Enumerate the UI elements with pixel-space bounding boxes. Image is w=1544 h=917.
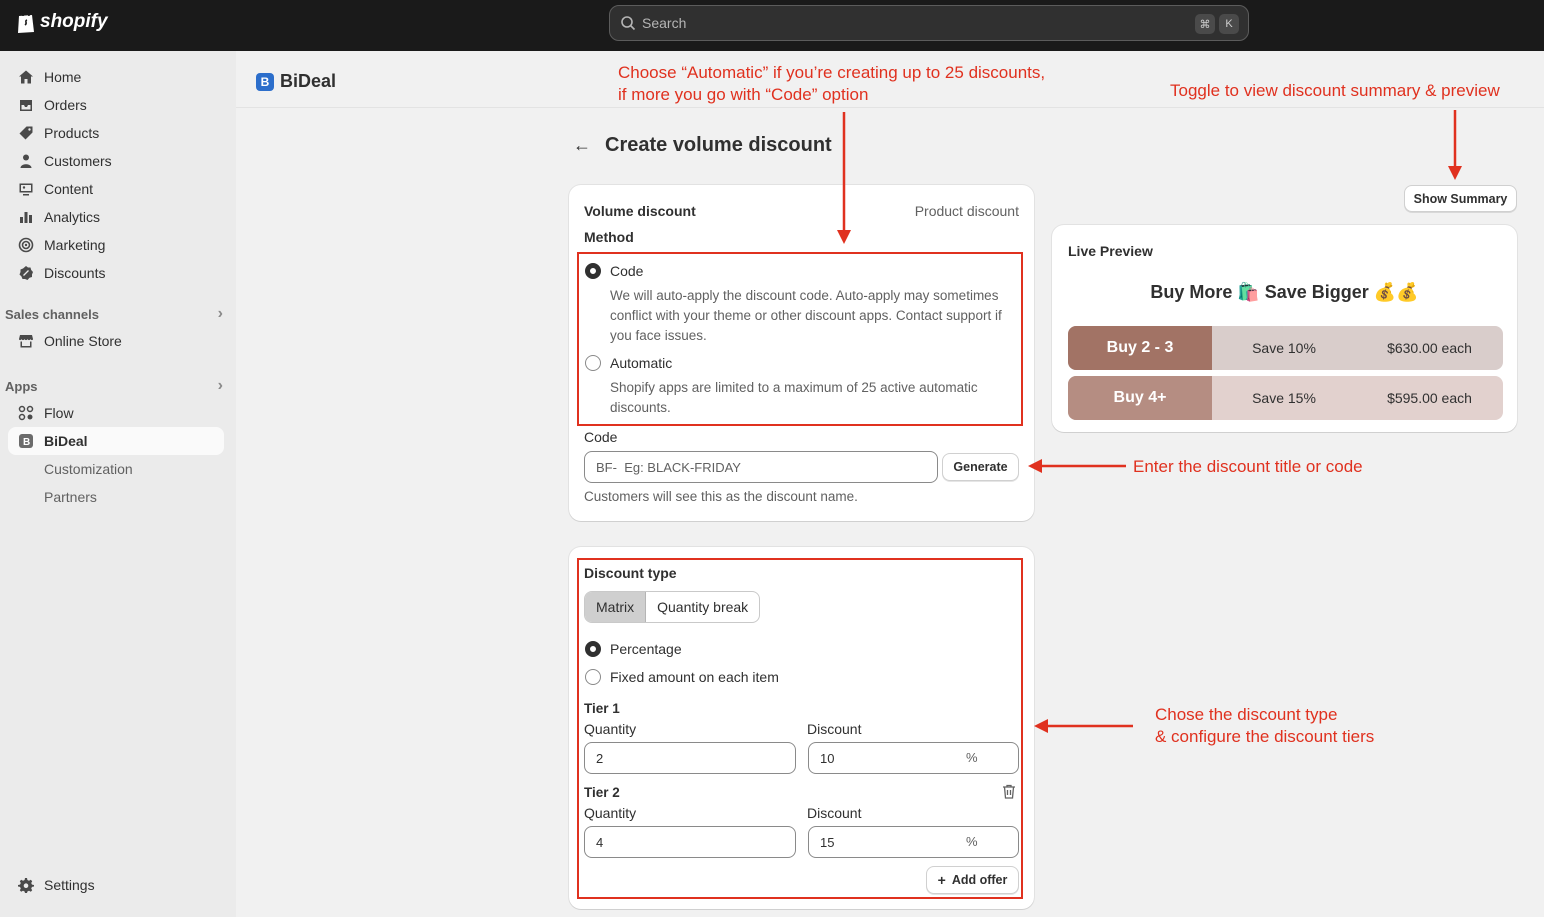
percentage-label[interactable]: Percentage bbox=[610, 641, 682, 657]
preview-headline: Buy More 🛍️ Save Bigger 💰💰 bbox=[1150, 282, 1419, 302]
orders-icon bbox=[18, 97, 34, 113]
sidebar-item-label: Flow bbox=[44, 405, 74, 421]
sidebar-item-label: Products bbox=[44, 125, 100, 141]
annotation-toggle: Toggle to view discount summary & preview bbox=[1170, 81, 1500, 100]
code-input[interactable] bbox=[584, 451, 938, 483]
sidebar-item-label: Customers bbox=[44, 153, 112, 169]
tier-1-label: Tier 1 bbox=[584, 701, 620, 716]
svg-text:B: B bbox=[23, 437, 31, 448]
home-icon bbox=[18, 69, 34, 85]
sidebar-item-marketing[interactable] bbox=[8, 231, 224, 259]
sales-channels-section[interactable] bbox=[5, 305, 223, 323]
sidebar-item-label: Marketing bbox=[44, 237, 106, 253]
target-icon bbox=[18, 237, 34, 253]
sidebar bbox=[0, 51, 236, 917]
discount-type-title: Discount type bbox=[584, 565, 677, 581]
shopify-bag-icon bbox=[16, 10, 36, 34]
page-title bbox=[573, 134, 832, 157]
shortcut-key-cmd: ⌘ bbox=[1195, 14, 1215, 34]
shopify-logo[interactable] bbox=[16, 10, 108, 34]
top-bar bbox=[0, 0, 1544, 51]
search-placeholder: Search bbox=[642, 15, 687, 31]
sidebar-item-orders[interactable] bbox=[8, 91, 224, 119]
sidebar-item-discounts[interactable] bbox=[8, 259, 224, 287]
discount-icon bbox=[18, 265, 34, 281]
flow-icon bbox=[18, 405, 34, 421]
sidebar-item-analytics[interactable] bbox=[8, 203, 224, 231]
tier-2-label: Tier 2 bbox=[584, 785, 620, 800]
annotation-type-line1: Chose the discount type bbox=[1155, 705, 1338, 724]
back-arrow-icon[interactable]: ← bbox=[573, 135, 591, 155]
card-subtitle: Product discount bbox=[914, 203, 1019, 219]
method-label: Method bbox=[584, 229, 634, 245]
preview-tier-row[interactable] bbox=[1068, 326, 1503, 370]
method-highlight-box bbox=[577, 252, 1023, 426]
annotation-type-line2: & configure the discount tiers bbox=[1155, 727, 1375, 746]
sidebar-item-settings[interactable] bbox=[8, 871, 224, 899]
store-icon bbox=[18, 333, 34, 349]
sidebar-item-products[interactable] bbox=[8, 119, 224, 147]
shortcut-key-k: K bbox=[1219, 14, 1239, 34]
tag-icon bbox=[18, 125, 34, 141]
tier-2-quantity-label: Quantity bbox=[584, 805, 637, 821]
sidebar-item-flow[interactable] bbox=[8, 399, 224, 427]
bideal-app-icon bbox=[18, 433, 34, 449]
preview-tier-price: $595.00 each bbox=[1387, 390, 1472, 406]
card-title: Volume discount bbox=[584, 203, 696, 219]
show-summary-button[interactable]: Show Summary bbox=[1404, 185, 1517, 212]
tier-2-discount-value: 15 bbox=[820, 834, 835, 850]
sidebar-item-label: Settings bbox=[44, 877, 95, 893]
sidebar-item-customers[interactable] bbox=[8, 147, 224, 175]
search-input[interactable] bbox=[609, 5, 1249, 41]
sidebar-subitem-customization[interactable]: Customization bbox=[44, 461, 133, 477]
tier-2-discount-label: Discount bbox=[807, 805, 862, 821]
brand-name: shopify bbox=[40, 11, 108, 32]
sidebar-item-label: Discounts bbox=[44, 265, 106, 281]
gear-icon bbox=[18, 877, 34, 893]
tab-matrix[interactable]: Matrix bbox=[585, 592, 646, 622]
preview-tier-save: Save 15% bbox=[1252, 390, 1316, 406]
plus-icon: + bbox=[937, 872, 946, 888]
code-placeholder: Eg: BLACK-FRIDAY bbox=[624, 459, 741, 475]
annotation-method-line1: Choose “Automatic” if you’re creating up to 25 discounts, bbox=[618, 63, 1046, 82]
tab-quantity-break[interactable]: Quantity break bbox=[657, 599, 749, 615]
preview-tier-price: $630.00 each bbox=[1387, 340, 1472, 356]
bideal-logo-icon: B bbox=[256, 73, 274, 91]
code-option-label[interactable]: Code bbox=[610, 263, 644, 279]
percent-suffix: % bbox=[966, 834, 978, 849]
sidebar-item-label: Analytics bbox=[44, 209, 101, 225]
sidebar-item-bideal[interactable] bbox=[8, 427, 224, 455]
chevron-right-icon: › bbox=[217, 377, 223, 394]
discount-type-highlight-box bbox=[577, 558, 1023, 899]
content-icon bbox=[18, 181, 34, 197]
sidebar-item-label: Content bbox=[44, 181, 94, 197]
preview-tier-label: Buy 4+ bbox=[1068, 376, 1212, 420]
sales-channels-label: Sales channels bbox=[5, 306, 99, 322]
percent-suffix: % bbox=[966, 750, 978, 765]
preview-tier-row[interactable] bbox=[1068, 376, 1503, 420]
automatic-help: Shopify apps are limited to a maximum of 25 active automatic discounts. bbox=[610, 380, 978, 415]
tier-1-quantity-value: 2 bbox=[596, 750, 604, 766]
apps-label: Apps bbox=[5, 378, 38, 394]
code-field-label: Code bbox=[584, 429, 618, 445]
sidebar-subitem-partners[interactable]: Partners bbox=[44, 489, 97, 505]
tier-1-discount-value: 10 bbox=[820, 750, 835, 766]
annotation-method-line2: if more you go with “Code” option bbox=[618, 85, 869, 104]
person-icon bbox=[18, 153, 34, 169]
live-preview-card bbox=[1052, 225, 1517, 432]
apps-section[interactable] bbox=[5, 377, 223, 395]
sidebar-item-label: Orders bbox=[44, 97, 87, 113]
code-help: We will auto-apply the discount code. Auto-apply may sometimes conflict with your theme or other discount apps. Contact support if you face issues. bbox=[610, 288, 1002, 343]
app-name: BiDeal bbox=[280, 71, 337, 91]
annotation-enter-code: Enter the discount title or code bbox=[1133, 457, 1363, 476]
code-prefix: BF- bbox=[596, 459, 617, 475]
bar-chart-icon bbox=[18, 209, 34, 225]
tier-1-quantity-label: Quantity bbox=[584, 721, 637, 737]
tier-1-discount-label: Discount bbox=[807, 721, 862, 737]
sidebar-item-label: Online Store bbox=[44, 333, 122, 349]
preview-tier-save: Save 10% bbox=[1252, 340, 1316, 356]
page-title-text: Create volume discount bbox=[605, 134, 832, 156]
tier-2-quantity-value: 4 bbox=[596, 834, 604, 850]
preview-tier-label: Buy 2 - 3 bbox=[1068, 326, 1212, 370]
search-icon bbox=[620, 15, 636, 31]
sidebar-item-label: Home bbox=[44, 69, 82, 85]
sidebar-item-content[interactable] bbox=[8, 175, 224, 203]
chevron-right-icon: › bbox=[217, 305, 223, 322]
sidebar-item-online-store[interactable] bbox=[8, 327, 224, 355]
code-help-text: Customers will see this as the discount name. bbox=[584, 489, 858, 504]
live-preview-title: Live Preview bbox=[1068, 243, 1153, 259]
app-title bbox=[256, 71, 336, 92]
sidebar-item-home[interactable] bbox=[8, 63, 224, 91]
fixed-amount-label[interactable]: Fixed amount on each item bbox=[610, 669, 779, 685]
generate-button[interactable]: Generate bbox=[942, 453, 1019, 481]
automatic-option-label[interactable]: Automatic bbox=[610, 355, 673, 371]
sidebar-item-label: BiDeal bbox=[44, 433, 88, 449]
add-offer-label: Add offer bbox=[951, 873, 1008, 887]
